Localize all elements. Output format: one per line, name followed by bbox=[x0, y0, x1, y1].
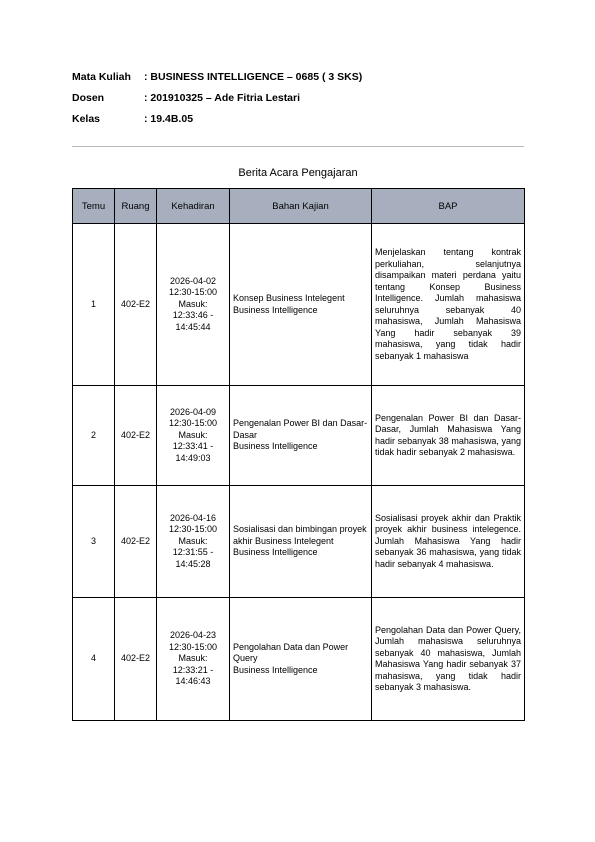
bap-cell: Pengolahan Data dan Power Query, Jumlah mahasiswa seluruhnya sebanyak 40 mahasiswa, Jumlah Mahasiswa Yang hadir sebanyak 37 mahasiswa, yang tidak hadir sebanyak 3 mahasiswa. bbox=[372, 598, 525, 721]
attendance-date: 2026-04-09 bbox=[169, 406, 217, 417]
class-value: : 19.4B.05 bbox=[144, 113, 194, 125]
attendance-cell bbox=[157, 598, 230, 721]
room-cell: 402-E2 bbox=[115, 486, 157, 598]
meeting-number: 3 bbox=[73, 486, 115, 598]
attendance-in-label: Masuk: bbox=[178, 535, 208, 546]
topic-course: Business Intelligence bbox=[233, 547, 318, 558]
attendance-cell bbox=[157, 486, 230, 598]
attendance-out-time: 14:45:44 bbox=[175, 321, 211, 332]
course-header bbox=[72, 70, 362, 133]
course-row bbox=[72, 70, 362, 91]
attendance-cell bbox=[157, 224, 230, 386]
table-row bbox=[73, 224, 525, 386]
table-row bbox=[73, 598, 525, 721]
topic-course: Business Intelligence bbox=[233, 664, 318, 675]
bap-cell: Pengenalan Power BI dan Dasar-Dasar, Jumlah Mahasiswa Yang hadir sebanyak 38 mahasiswa, yang tidak hadir sebanyak 2 mahasiswa. bbox=[372, 386, 525, 486]
attendance-date: 2026-04-16 bbox=[169, 512, 217, 523]
topic-course: Business Intelligence bbox=[233, 304, 318, 315]
table-header-row bbox=[73, 189, 525, 224]
topic-cell bbox=[230, 598, 372, 721]
meeting-number: 4 bbox=[73, 598, 115, 721]
topic-title: Konsep Business Intelegent bbox=[233, 293, 345, 303]
header-divider bbox=[72, 146, 524, 147]
attendance-out-time: 14:49:03 bbox=[175, 452, 211, 463]
room-cell: 402-E2 bbox=[115, 598, 157, 721]
document-title: Berita Acara Pengajaran bbox=[238, 167, 358, 179]
bap-cell: Menjelaskan tentang kontrak perkuliahan, selanjutnya disampaikan materi perdana yaitu tentang Konsep Business Intelligence. Jumlah mahasiswa seluruhnya sebanyak 40 mahasiswa, Jumlah Mahasiswa Yang hadir sebanyak 39 mahasiswa, yang tidak hadir sebanyak 1 mahasiswa bbox=[372, 224, 525, 386]
course-label: Mata Kuliah bbox=[72, 71, 131, 83]
lecturer-label: Dosen bbox=[72, 92, 105, 104]
attendance-schedule: 12:30-15:00 bbox=[168, 418, 218, 429]
topic-cell bbox=[230, 224, 372, 386]
attendance-date: 2026-04-02 bbox=[169, 275, 217, 286]
course-value: : BUSINESS INTELLIGENCE – 0685 ( 3 SKS) bbox=[144, 71, 363, 83]
lecturer-row bbox=[72, 91, 362, 112]
attendance-schedule: 12:30-15:00 bbox=[168, 641, 218, 652]
bap-cell: Sosialisasi proyek akhir dan Praktik proyek akhir business intelegence. Jumlah Mahasiswa Yang hadir sebanyak 36 mahasiswa, yang tidak hadir sebanyak 4 mahasiswa. bbox=[372, 486, 525, 598]
teaching-report-table bbox=[72, 188, 525, 721]
attendance-in-time: 12:33:41 - bbox=[172, 441, 214, 452]
attendance-in-label: Masuk: bbox=[178, 298, 208, 309]
column-header-bap: BAP bbox=[372, 189, 525, 224]
meeting-number: 2 bbox=[73, 386, 115, 486]
topic-title: Pengenalan Power BI dan Dasar-Dasar bbox=[233, 418, 368, 440]
attendance-out-time: 14:45:28 bbox=[175, 558, 211, 569]
column-header-temu: Temu bbox=[73, 189, 115, 224]
column-header-ruang: Ruang bbox=[115, 189, 157, 224]
table-row bbox=[73, 486, 525, 598]
lecturer-value: : 201910325 – Ade Fitria Lestari bbox=[144, 92, 301, 104]
column-header-bahan-kajian: Bahan Kajian bbox=[230, 189, 372, 224]
meeting-number: 1 bbox=[73, 224, 115, 386]
attendance-in-label: Masuk: bbox=[178, 429, 208, 440]
class-row bbox=[72, 112, 362, 133]
attendance-in-time: 12:31:55 - bbox=[172, 547, 214, 558]
attendance-schedule: 12:30-15:00 bbox=[168, 287, 218, 298]
attendance-date: 2026-04-23 bbox=[169, 630, 217, 641]
table-row bbox=[73, 386, 525, 486]
topic-cell bbox=[230, 386, 372, 486]
topic-course: Business Intelligence bbox=[233, 441, 318, 452]
topic-title: Pengolahan Data dan Power Query bbox=[233, 641, 349, 664]
topic-cell bbox=[230, 486, 372, 598]
attendance-schedule: 12:30-15:00 bbox=[168, 524, 218, 535]
topic-title: Sosialisasi dan bimbingan proyek akhir Business Intelegent bbox=[233, 524, 367, 546]
class-label: Kelas bbox=[72, 113, 101, 125]
room-cell: 402-E2 bbox=[115, 386, 157, 486]
column-header-kehadiran: Kehadiran bbox=[157, 189, 230, 224]
attendance-in-time: 12:33:21 - bbox=[172, 664, 214, 675]
attendance-out-time: 14:46:43 bbox=[175, 676, 211, 687]
room-cell: 402-E2 bbox=[115, 224, 157, 386]
attendance-cell bbox=[157, 386, 230, 486]
attendance-in-label: Masuk: bbox=[178, 653, 208, 664]
attendance-in-time: 12:33:46 - bbox=[172, 310, 214, 321]
